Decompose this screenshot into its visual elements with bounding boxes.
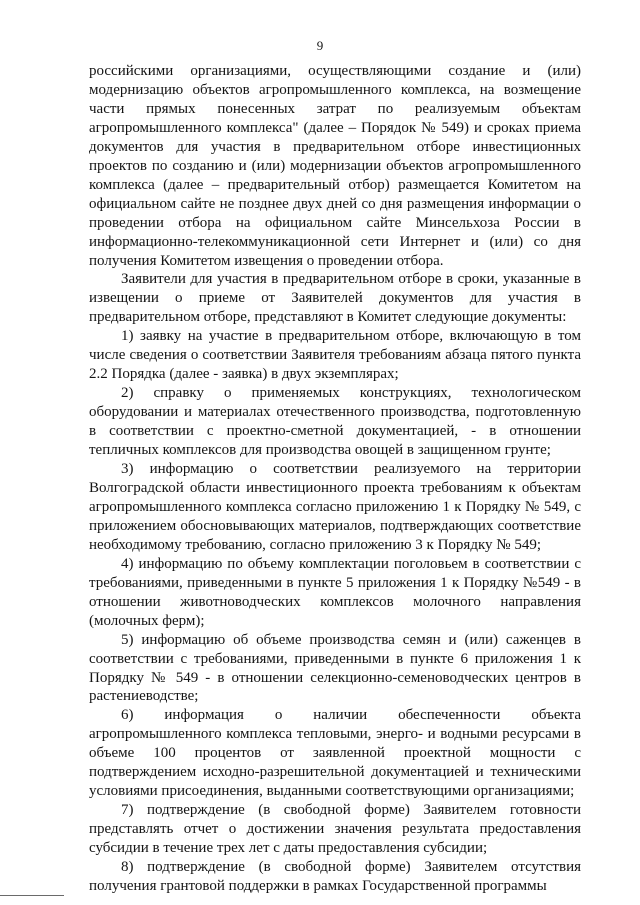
page-number: 9 <box>316 38 324 53</box>
document-body <box>89 62 581 896</box>
footer-divider <box>0 895 64 896</box>
paragraph: Заявители для участия в предварительном отборе в сроки, указанные в извещении о приеме от Заявителей документов для участия в предварительном отборе, представляют в Комитет следующие документы: <box>89 271 581 326</box>
paragraph: 6) информация о наличии обеспеченности объекта агропромышленного комплекса тепловыми, энерго- и водными ресурсами в объеме 100 процентов от заявленной проектной мощности с подтверждением исходно-разрешительной документацией и техническими условиями присоединения, выданными соответствующими организациями; <box>89 707 581 800</box>
paragraph: 7) подтверждение (в свободной форме) Заявителем готовности представлять отчет о достижении значения результата предоставления субсидии в течение трех лет с даты предоставления субсидии; <box>89 802 581 857</box>
paragraph: 2) справку о применяемых конструкциях, технологическом оборудовании и материалах отечественного производства, подготовленную в соответствии с проектно-сметной документацией, - в отношении тепличных комплексов для производства овощей в защищенном грунте; <box>89 385 581 459</box>
paragraph: 4) информацию по объему комплектации поголовьем в соответствии с требованиями, приведенными в пункте 5 приложения 1 к Порядку №549 - в отношении животноводческих комплексов молочного направления (молочных ферм); <box>89 555 581 629</box>
paragraph: 3) информацию о соответствии реализуемого на территории Волгоградской области инвестиционного проекта требованиям к объектам агропромышленного комплекса согласно приложению 1 к Порядку № 549, с приложением обосновывающих материалов, подтверждающих соответствие необходимому требованию, согласно приложению 3 к Порядку № 549; <box>89 461 581 553</box>
paragraph: 5) информацию об объеме производства семян и (или) саженцев в соответствии с требованиями, приведенными в пункте 6 приложения 1 к Порядку № 549 - в отношении селекционно-семеноводческих центров в растениеводстве; <box>89 631 581 705</box>
paragraph: 1) заявку на участие в предварительном отборе, включающую в том числе сведения о соответствии Заявителя требованиям абзаца пятого пункта 2.2 Порядка (далее - заявка) в двух экземплярах; <box>89 328 581 383</box>
paragraph: 8) подтверждение (в свободной форме) Заявителем отсутствия получения грантовой поддержки в рамках Государственной программы <box>89 859 581 894</box>
paragraph: российскими организациями, осуществляющими создание и (или) модернизацию объектов агропромышленного комплекса, на возмещение части прямых понесенных затрат по реализуемым объектам агропромышленного комплекса" (далее – Порядок № 549) и сроках приема документов для участия в предварительном отборе инвестиционных проектов по созданию и (или) модернизации объектов агропромышленного комплекса (далее – предварительный отбор) размещается Комитетом на официальном сайте не позднее двух дней со дня размещения информации о проведении отбора на официальном сайте Минсельхоза России в информационно-телекоммуникационной сети Интернет и (или) со дня получения Комитетом извещения о проведении отбора. <box>89 63 581 269</box>
